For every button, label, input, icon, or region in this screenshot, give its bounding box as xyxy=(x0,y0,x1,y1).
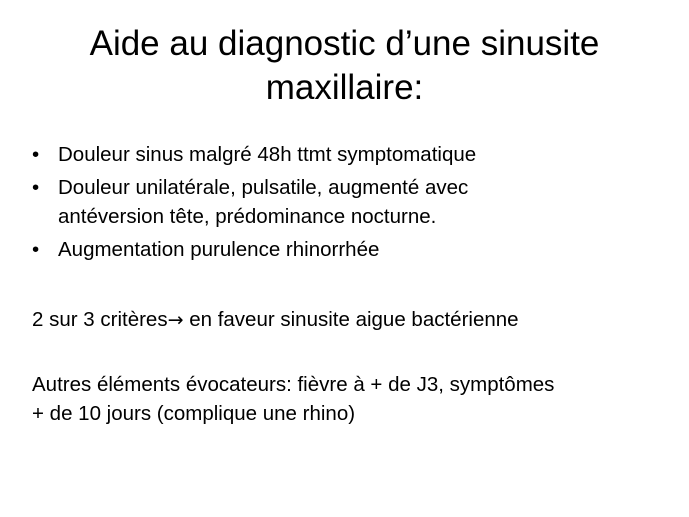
bullet-symbol: • xyxy=(32,143,40,166)
bullet-list xyxy=(32,140,652,268)
other-elements-line: Autres éléments évocateurs: fièvre à + de J3, symptômes xyxy=(32,373,555,396)
bullet-text: Douleur unilatérale, pulsatile, augmenté avec xyxy=(58,176,469,199)
arrow-right-icon: → xyxy=(167,309,184,331)
criteria-before: 2 sur 3 critères xyxy=(32,308,168,331)
criteria-text xyxy=(32,305,662,335)
bullet-text: Augmentation purulence rhinorrhée xyxy=(58,238,380,261)
other-elements-line: + de 10 jours (complique une rhino) xyxy=(32,402,356,425)
bullet-item xyxy=(32,140,652,169)
bullet-text: Douleur sinus malgré 48h ttmt symptomatique xyxy=(58,143,477,166)
slide-title xyxy=(40,22,649,110)
bullet-symbol: • xyxy=(32,176,40,199)
criteria-after: en faveur sinusite aigue bactérienne xyxy=(183,308,519,331)
bullet-item xyxy=(32,173,652,231)
bullet-text: antéversion tête, prédominance nocturne. xyxy=(58,205,437,228)
bullet-item xyxy=(32,235,652,264)
other-elements-text xyxy=(32,370,662,428)
title-line: Aide au diagnostic d’une sinusite xyxy=(89,24,600,63)
bullet-symbol: • xyxy=(32,238,40,261)
title-line: maxillaire: xyxy=(265,68,424,107)
